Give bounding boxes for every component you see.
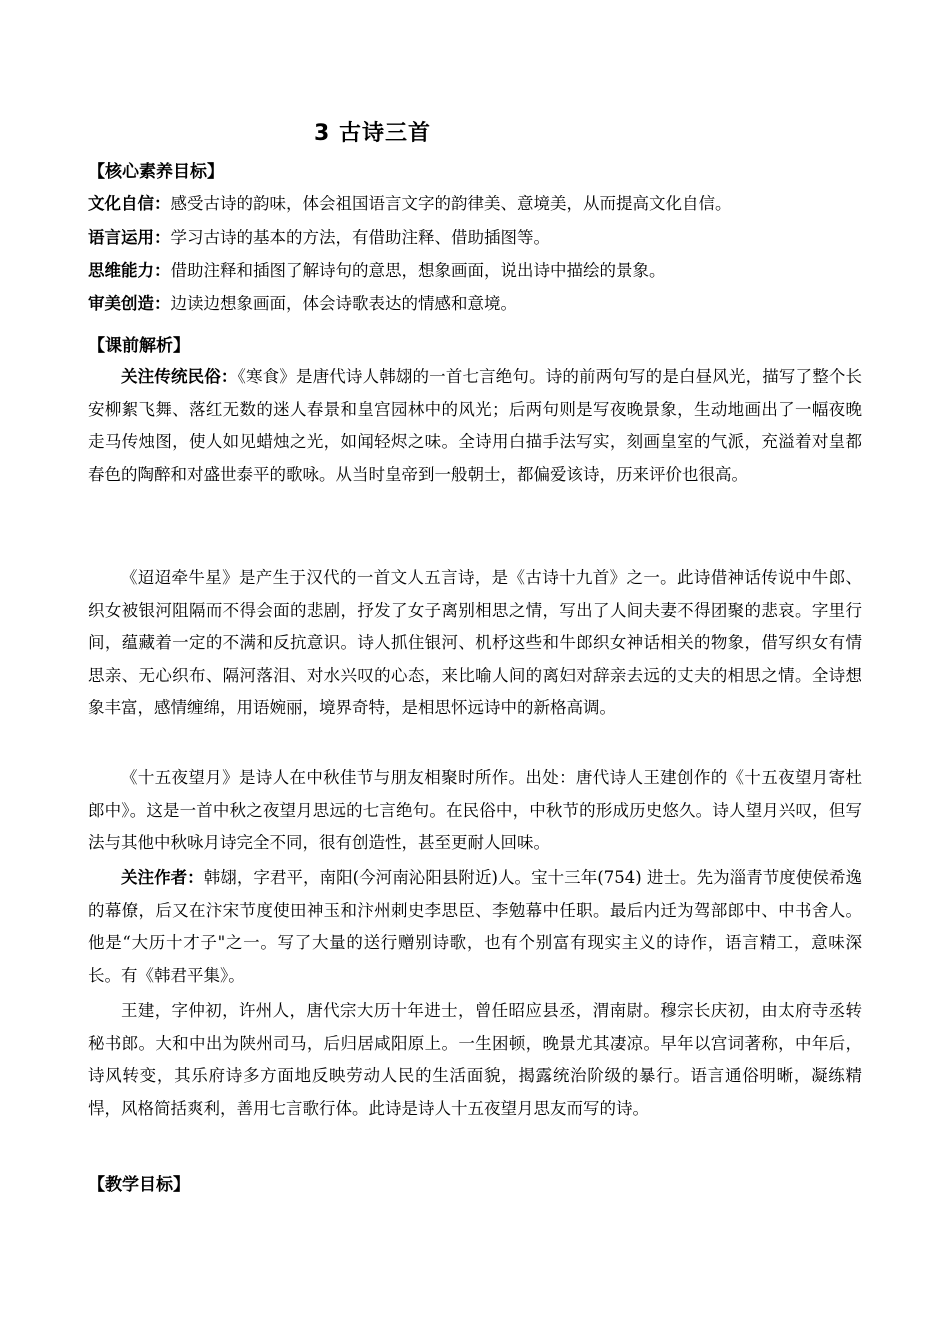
- goal-aesthetic: [88, 290, 517, 314]
- paragraph-author-han: [88, 862, 862, 992]
- goal-text: 边读边想象画面，体会诗歌表达的情感和意境。: [170, 294, 517, 313]
- goal-text: 学习古诗的基本的方法，有借助注释、借助插图等。: [170, 228, 550, 247]
- goal-label: 思维能力：: [88, 261, 171, 280]
- goal-text: 借助注释和插图了解诗句的意思，想象画面，说出诗中描绘的景象。: [170, 261, 666, 280]
- paragraph-text: 《寒食》是唐代诗人韩翃的一首七言绝句。诗的前两句写的是白昼风光，描写了整个长安柳絮飞舞、落红无数的迷人春景和皇宫园林中的风光；后两句则是写夜晚景象，生动地画出了一幅夜晚走马传烛图，使人如见蜡烛之光，如闻轻烬之味。全诗用白描手法写实，刻画皇室的气派，充溢着对皇都春色的陶醉和对盛世泰平的歌咏。从当时皇帝到一般朝士，都偏爱该诗，历来评价也很高。: [88, 367, 863, 484]
- goal-label: 文化自信：: [88, 194, 171, 213]
- paragraph-text: 韩翃，字君平，南阳(今河南沁阳县附近)人。宝十三年(754) 进士。先为淄青节度使侯希逸的幕僚，后又在汴宋节度使田神玉和汴州刺史李思臣、李勉幕中任职。最后内迁为驾部郎中、中书舍人。他是“大历十才子"之一。写了大量的送行赠别诗歌，也有个别富有现实主义的诗作，语言精工，意味深长。有《韩君平集》。: [88, 868, 862, 985]
- goal-culture: [88, 190, 732, 214]
- section-heading-pre-class: 【课前解析】: [88, 336, 190, 356]
- goal-text: 感受古诗的韵味，体会祖国语言文字的韵律美、意境美，从而提高文化自信。: [170, 194, 732, 213]
- goal-label: 语言运用：: [88, 228, 171, 247]
- paragraph-tradition: [88, 361, 862, 491]
- section-heading-core-goals: 【核心素养目标】: [88, 162, 224, 182]
- paragraph-label: 关注传统民俗：: [121, 367, 238, 386]
- paragraph-author-wang: 王建，字仲初，许州人，唐代宗大历十年进士，曾任昭应县丞，渭南尉。穆宗长庆初，由太府寺丞转秘书郎。大和中出为陕州司马，后归居咸阳原上。一生困顿，晚景尤其凄凉。早年以宫词著称，中年后，诗风转变，其乐府诗多方面地反映劳动人民的生活面貌，揭露统治阶级的暴行。语言通俗明晰，凝练精悍，风格简括爽利，善用七言歌行体。此诗是诗人十五夜望月思友而写的诗。: [88, 1001, 862, 1118]
- goal-language: [88, 224, 550, 248]
- paragraph-moon-poem: 《十五夜望月》是诗人在中秋佳节与朋友相聚时所作。出处：唐代诗人王建创作的《十五夜望月寄杜郎中》。这是一首中秋之夜望月思远的七言绝句。在民俗中，中秋节的形成历史悠久。诗人望月兴叹，但写法与其他中秋咏月诗完全不同，很有创造性，甚至更耐人回味。: [88, 768, 862, 852]
- page-title: 3 古诗三首: [314, 121, 431, 146]
- section-heading-teaching-goals: 【教学目标】: [88, 1175, 190, 1195]
- goal-thinking: [88, 257, 666, 281]
- paragraph-label: 关注作者：: [121, 868, 204, 887]
- paragraph-altair-poem: 《迢迢牵牛星》是产生于汉代的一首文人五言诗，是《古诗十九首》之一。此诗借神话传说中牛郎、织女被银河阻隔而不得会面的悲剧，抒发了女子离别相思之情，写出了人间夫妻不得团聚的悲哀。字里行间，蕴藏着一定的不满和反抗意识。诗人抓住银河、机杼这些和牛郎织女神话相关的物象，借写织女有情思亲、无心织布、隔河落泪、对水兴叹的心态，来比喻人间的离妇对辞亲去远的丈夫的相思之情。全诗想象丰富，感情缠绵，用语婉丽，境界奇特，是相思怀远诗中的新格高调。: [88, 568, 862, 717]
- goal-label: 审美创造：: [88, 294, 171, 313]
